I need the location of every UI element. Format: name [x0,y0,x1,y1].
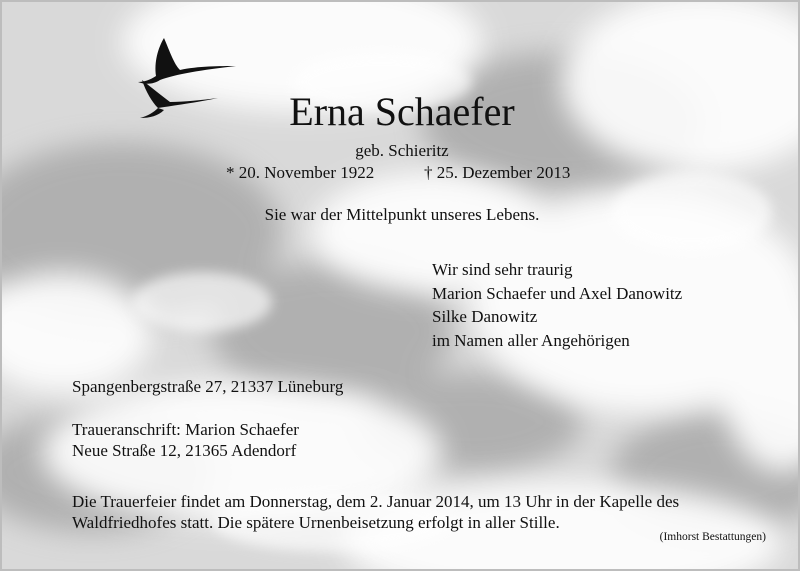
mourners-line: Marion Schaefer und Axel Danowitz [432,283,683,303]
mourners-line: Wir sind sehr traurig [432,260,573,279]
maiden-name: geb. Schieritz [355,141,449,160]
mourning-address-line: Neue Straße 12, 21365 Adendorf [72,441,297,460]
mourners-line: Silke Danowitz [432,307,538,326]
mourners-line: im Namen aller Angehörigen [432,330,630,350]
funeral-details-line: Waldfriedhofes statt. Die spätere Urnenbeisetzung erfolgt in aller Stille. [72,513,560,532]
mourning-address-line: Traueranschrift: Marion Schaefer [72,420,299,439]
funeral-details [72,491,679,533]
funeral-home-credit: (Imhorst Bestattungen) [659,531,766,543]
death-date: † 25. Dezember 2013 [424,163,571,182]
memorial-quote: Sie war der Mittelpunkt unseres Lebens. [264,205,540,224]
deceased-name: Erna Schaefer [289,89,515,134]
mourners-block [432,258,682,352]
residence-address: Spangenbergstraße 27, 21337 Lüneburg [72,377,344,396]
mourning-address-block [72,419,299,461]
funeral-details-line: Die Trauerfeier findet am Donnerstag, dem 2. Januar 2014, um 13 Uhr in der Kapelle des [72,492,680,511]
birth-date: * 20. November 1922 [226,163,375,182]
